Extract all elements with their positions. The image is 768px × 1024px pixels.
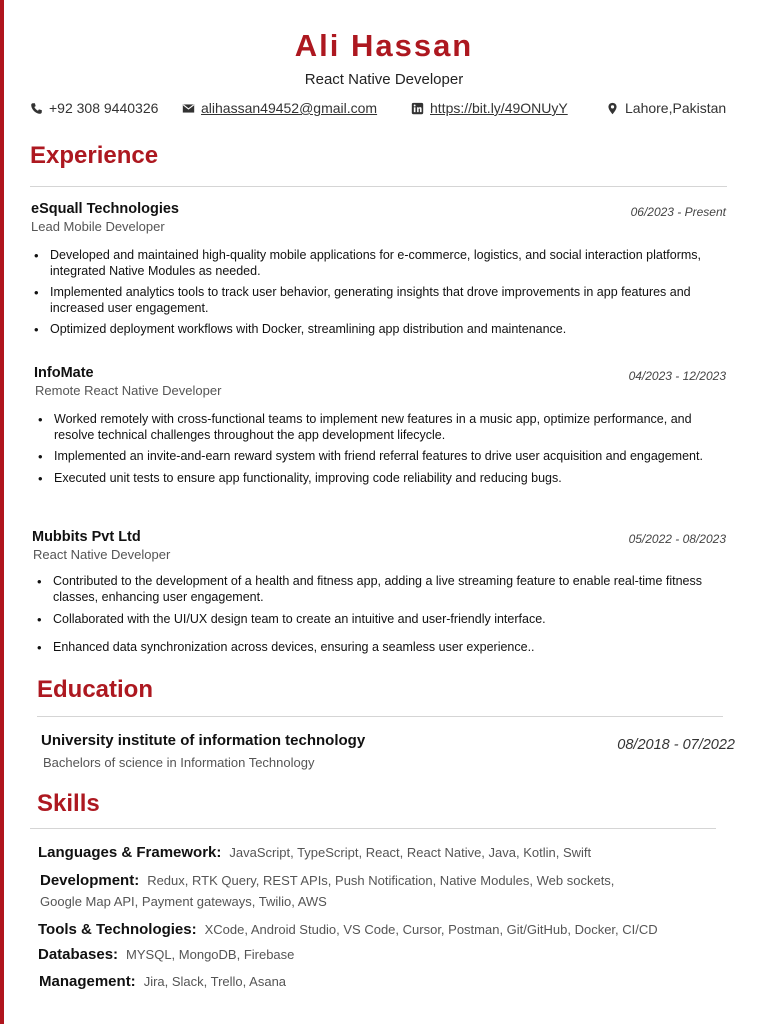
- education-degree: Bachelors of science in Information Technology: [43, 755, 315, 770]
- contact-email[interactable]: [182, 100, 377, 116]
- job-dates: 05/2022 - 08/2023: [628, 532, 726, 546]
- phone-icon: [30, 102, 43, 115]
- skills-heading: Skills: [37, 790, 100, 817]
- skill-row-development: [40, 870, 720, 891]
- job-role: React Native Developer: [33, 547, 171, 562]
- job-bullets: [36, 412, 726, 486]
- education-heading: Education: [37, 676, 154, 703]
- job-dates: 06/2023 - Present: [630, 205, 726, 219]
- job-bullet: • Executed unit tests to ensure app functionality, improving code reliability and reducing bugs.: [36, 471, 726, 487]
- job-bullet: • Developed and maintained high-quality mobile applications for e-commerce, logistics, and social interaction platforms, integrated Native Modules as needed.: [32, 248, 722, 279]
- skill-row-management: [39, 971, 286, 992]
- job-company: eSquall Technologies: [31, 201, 179, 217]
- contact-phone: [30, 100, 158, 116]
- job-bullets: [35, 574, 725, 655]
- location-icon: [606, 102, 619, 115]
- job-dates: 04/2023 - 12/2023: [628, 369, 726, 383]
- job-bullet: • Enhanced data synchronization across devices, ensuring a seamless user experience..: [35, 640, 725, 656]
- skill-row-databases: [38, 944, 294, 965]
- job-bullet: • Implemented an invite-and-earn reward system with friend referral features to drive user acquisition and engagement.: [36, 449, 726, 465]
- skills-divider: [30, 828, 716, 829]
- skill-row-development-cont: [40, 891, 327, 912]
- contact-linkedin[interactable]: [411, 100, 568, 116]
- experience-heading: Experience: [30, 142, 159, 169]
- skill-value: JavaScript, TypeScript, React, React Native, Java, Kotlin, Swift: [229, 845, 592, 860]
- resume-role: React Native Developer: [304, 71, 464, 88]
- job-company: Mubbits Pvt Ltd: [32, 529, 141, 545]
- skill-label: Databases:: [38, 946, 119, 963]
- job-company: InfoMate: [34, 365, 94, 381]
- resume-name: Ali Hassan: [294, 28, 474, 63]
- education-divider: [37, 716, 723, 717]
- job-role: Lead Mobile Developer: [31, 219, 165, 234]
- contact-location: [606, 100, 726, 116]
- skill-label: Development:: [40, 872, 140, 889]
- phone-text: +92 308 9440326: [49, 100, 159, 116]
- skill-label: Languages & Framework:: [38, 844, 222, 861]
- skill-label: Management:: [39, 973, 136, 990]
- skill-value: MYSQL, MongoDB, Firebase: [126, 947, 295, 962]
- skill-value: Redux, RTK Query, REST APIs, Push Notification, Native Modules, Web sockets,: [147, 873, 615, 888]
- job-bullet: • Worked remotely with cross-functional teams to implement new features in a music app, optimize performance, and resolve technical challenges throughout the app development lifecycle.: [36, 412, 726, 443]
- job-bullet: • Implemented analytics tools to track user behavior, generating insights that drove improvements in app features and increased user engagement.: [32, 285, 722, 316]
- skill-value: Google Map API, Payment gateways, Twilio, AWS: [40, 894, 327, 909]
- experience-divider: [30, 186, 727, 187]
- email-link[interactable]: alihassan49452@gmail.com: [201, 100, 378, 116]
- skill-row-languages: [38, 842, 591, 863]
- skill-row-tools: [38, 919, 658, 940]
- job-bullets: [32, 248, 722, 338]
- job-role: Remote React Native Developer: [35, 383, 222, 398]
- linkedin-link[interactable]: https://bit.ly/49ONUyY: [430, 100, 568, 116]
- education-dates: 08/2018 - 07/2022: [617, 737, 735, 753]
- education-school: University institute of information technology: [41, 732, 366, 749]
- job-bullet: • Collaborated with the UI/UX design team to create an intuitive and user-friendly interface.: [35, 612, 725, 628]
- job-bullet: • Optimized deployment workflows with Docker, streamlining app distribution and maintenance.: [32, 322, 722, 338]
- linkedin-icon: [411, 102, 424, 115]
- location-text: Lahore,Pakistan: [625, 100, 727, 116]
- mail-icon: [182, 102, 195, 115]
- accent-side-bar: [0, 0, 4, 1024]
- skill-label: Tools & Technologies:: [38, 921, 197, 938]
- job-bullet: • Contributed to the development of a health and fitness app, adding a live streaming feature to enable real-time fitness classes, enhancing user engagement.: [35, 574, 725, 605]
- skill-value: Jira, Slack, Trello, Asana: [143, 974, 287, 989]
- skill-value: XCode, Android Studio, VS Code, Cursor, Postman, Git/GitHub, Docker, CI/CD: [204, 922, 658, 937]
